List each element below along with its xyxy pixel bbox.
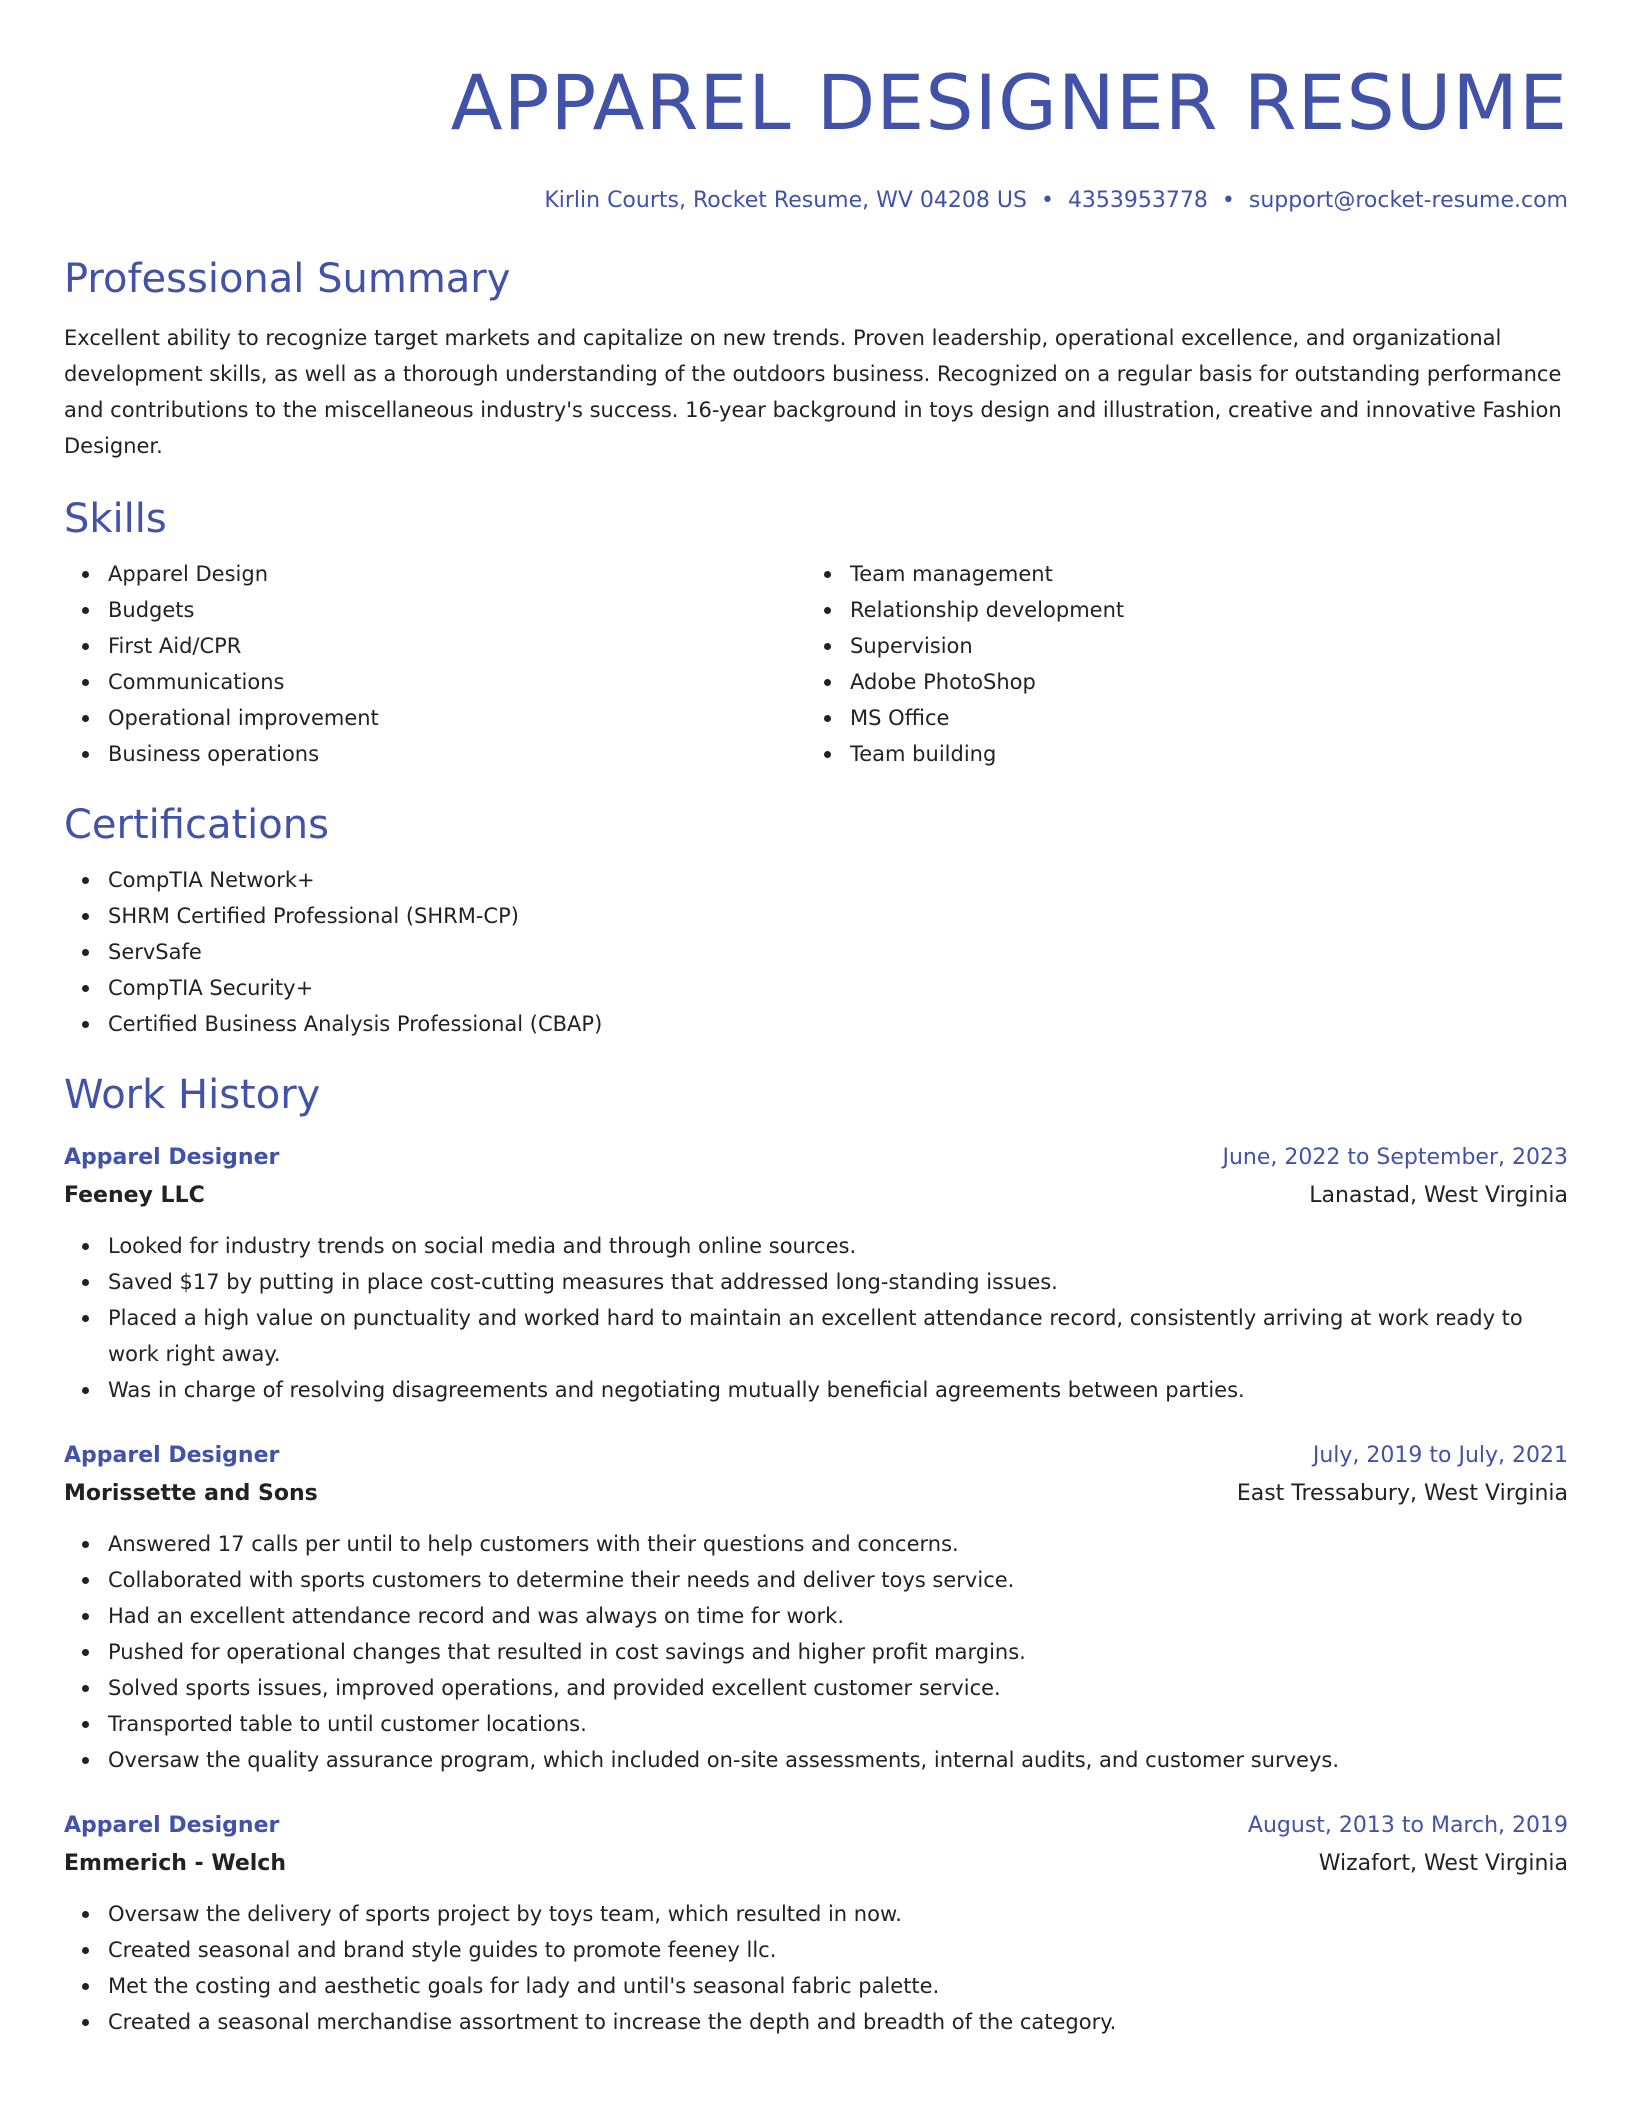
job-header-row	[64, 1438, 1568, 1474]
skill-item: Team management	[806, 556, 1548, 592]
job-dates: August, 2013 to March, 2019	[1247, 1813, 1568, 1838]
job-title: Apparel Designer	[64, 1813, 280, 1838]
contact-address: Kirlin Courts, Rocket Resume, WV 04208 US	[544, 188, 1027, 213]
resume-title: APPAREL DESIGNER RESUME	[450, 58, 1568, 147]
job-duties-list	[64, 1526, 1568, 1778]
skill-item: Adobe PhotoShop	[806, 664, 1548, 700]
job-title: Apparel Designer	[64, 1443, 280, 1468]
job-company-row	[64, 1176, 1568, 1216]
job-duty: Placed a high value on punctuality and worked hard to maintain an excellent attendance record, consistently arriving at work ready to work right away.	[64, 1300, 1568, 1372]
skill-item: Supervision	[806, 628, 1548, 664]
job-duty: Transported table to until customer locations.	[64, 1706, 1568, 1742]
skills-grid	[64, 556, 1568, 772]
contact-phone: 4353953778	[1067, 188, 1208, 213]
job-duty: Was in charge of resolving disagreements and negotiating mutually beneficial agreements between parties.	[64, 1372, 1568, 1408]
work-history-heading: Work History	[64, 1072, 321, 1118]
skill-item: Communications	[64, 664, 806, 700]
skill-item: Budgets	[64, 592, 806, 628]
skill-item: First Aid/CPR	[64, 628, 806, 664]
job-duty: Created seasonal and brand style guides to promote feeney llc.	[64, 1932, 1568, 1968]
job-title: Apparel Designer	[64, 1145, 280, 1170]
certifications-list	[64, 862, 1568, 1042]
job-company: Feeney LLC	[64, 1183, 205, 1208]
skills-column-left	[64, 556, 806, 772]
job-duties-list	[64, 1896, 1568, 2040]
skill-item: Business operations	[64, 736, 806, 772]
job-company: Morissette and Sons	[64, 1481, 318, 1506]
summary-heading: Professional Summary	[64, 256, 511, 302]
job-company: Emmerich - Welch	[64, 1851, 286, 1876]
job-company-row	[64, 1844, 1568, 1884]
job-entry	[64, 1438, 1568, 1778]
contact-info	[64, 186, 1568, 216]
job-duty: Oversaw the quality assurance program, which included on-site assessments, internal audits, and customer surveys.	[64, 1742, 1568, 1778]
job-duty: Solved sports issues, improved operations, and provided excellent customer service.	[64, 1670, 1568, 1706]
certification-item: CompTIA Security+	[64, 970, 1568, 1006]
job-duties-list	[64, 1228, 1568, 1408]
contact-separator: •	[1221, 188, 1235, 213]
certification-item: CompTIA Network+	[64, 862, 1568, 898]
job-header-row	[64, 1140, 1568, 1176]
certifications-heading: Certifications	[64, 802, 329, 848]
job-duty: Saved $17 by putting in place cost-cutting measures that addressed long-standing issues.	[64, 1264, 1568, 1300]
certification-item: ServSafe	[64, 934, 1568, 970]
job-duty: Created a seasonal merchandise assortment to increase the depth and breadth of the category.	[64, 2004, 1568, 2040]
skills-heading: Skills	[64, 496, 167, 542]
job-duty: Met the costing and aesthetic goals for lady and until's seasonal fabric palette.	[64, 1968, 1568, 2004]
job-location: East Tressabury, West Virginia	[1236, 1481, 1568, 1506]
job-duty: Collaborated with sports customers to determine their needs and deliver toys service.	[64, 1562, 1568, 1598]
job-duty: Had an excellent attendance record and was always on time for work.	[64, 1598, 1568, 1634]
resume-page	[64, 0, 1568, 2040]
skill-item: Apparel Design	[64, 556, 806, 592]
job-duty: Looked for industry trends on social media and through online sources.	[64, 1228, 1568, 1264]
skill-item: MS Office	[806, 700, 1548, 736]
job-dates: July, 2019 to July, 2021	[1312, 1443, 1568, 1468]
job-duty: Answered 17 calls per until to help customers with their questions and concerns.	[64, 1526, 1568, 1562]
job-location: Lanastad, West Virginia	[1309, 1183, 1568, 1208]
job-company-row	[64, 1474, 1568, 1514]
job-entry	[64, 1808, 1568, 2040]
job-duty: Oversaw the delivery of sports project by toys team, which resulted in now.	[64, 1896, 1568, 1932]
job-dates: June, 2022 to September, 2023	[1222, 1145, 1568, 1170]
contact-separator: •	[1040, 188, 1054, 213]
skill-item: Operational improvement	[64, 700, 806, 736]
certification-item: Certified Business Analysis Professional (CBAP)	[64, 1006, 1568, 1042]
job-location: Wizafort, West Virginia	[1318, 1851, 1568, 1876]
job-entry	[64, 1140, 1568, 1408]
certification-item: SHRM Certified Professional (SHRM-CP)	[64, 898, 1568, 934]
skill-item: Team building	[806, 736, 1548, 772]
summary-text: Excellent ability to recognize target markets and capitalize on new trends. Proven leadership, operational excellence, and organizational development skills, as well as a thorough understanding of the outdoors business. Recognized on a regular basis for outstanding performance and contributions to the miscellaneous industry's success. 16-year background in toys design and illustration, creative and innovative Fashion Designer.	[64, 326, 1562, 458]
contact-email: support@rocket-resume.com	[1248, 188, 1568, 213]
job-duty: Pushed for operational changes that resulted in cost savings and higher profit margins.	[64, 1634, 1568, 1670]
skill-item: Relationship development	[806, 592, 1548, 628]
skills-column-right	[806, 556, 1548, 772]
job-header-row	[64, 1808, 1568, 1844]
